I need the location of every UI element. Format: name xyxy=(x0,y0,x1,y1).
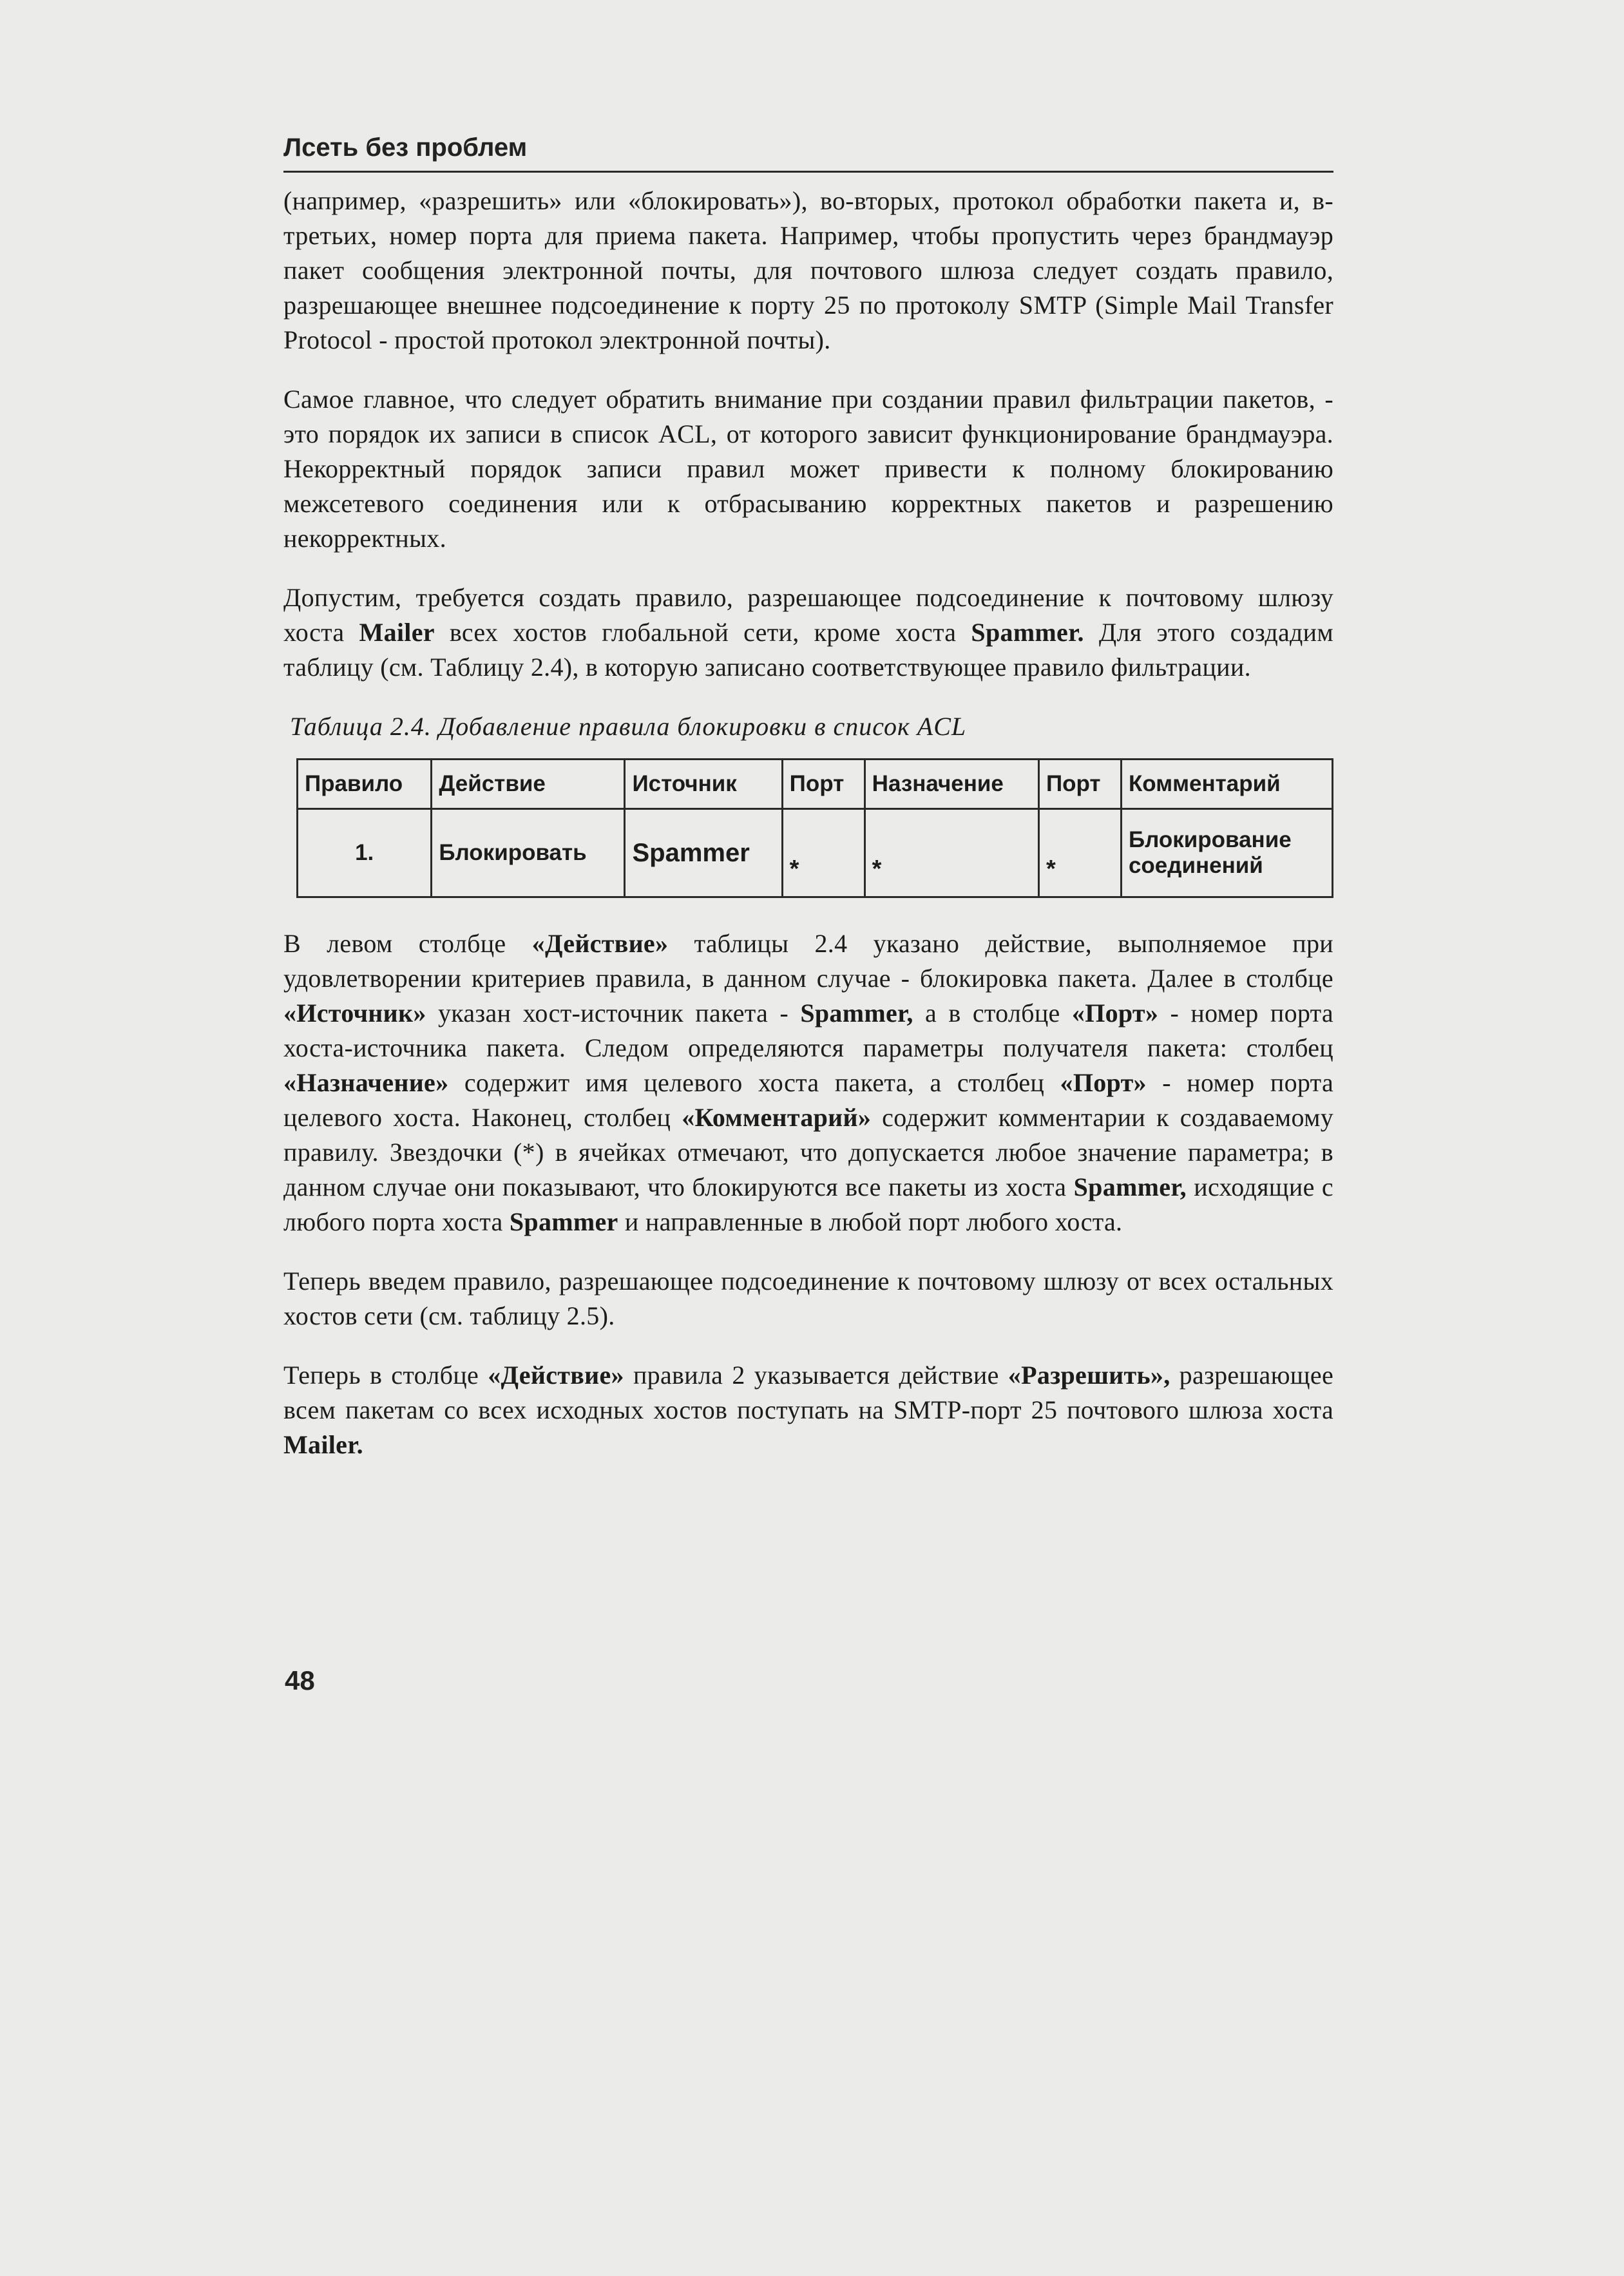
table-header-row xyxy=(298,760,1333,809)
paragraph-3: Допустим, требуется создать правило, разрешающее подсоединение к почтовому шлюзу хоста Mailer всех хостов глобальной сети, кроме хоста Spammer. Для этого создадим таблицу (см. Таблицу 2.4), в которую записано соответствующее правило фильтрации. xyxy=(283,583,1334,682)
acl-table xyxy=(296,758,1333,898)
table-row xyxy=(298,809,1333,897)
page-header xyxy=(283,132,1333,173)
running-head-title: Лсеть без проблем xyxy=(283,133,528,162)
cell-src-port: * xyxy=(782,809,865,897)
col-header-comment: Комментарий xyxy=(1121,760,1332,809)
paragraph-6: Теперь в столбце «Действие» правила 2 указывается действие «Разрешить», разрешающее всем пакетам со всех исходных хостов поступать на SMTP-порт 25 почтового шлюза хоста Mailer. xyxy=(283,1361,1333,1459)
paragraph-2: Самое главное, что следует обратить внимание при создании правил фильтрации пакетов, - это порядок их записи в список ACL, от которого зависит функционирование брандмауэра. Некорректный порядок записи правил может привести к полному блокированию межсетевого соединения или к отбрасыванию корректных пакетов и разрешению некорректных. xyxy=(283,385,1333,553)
host-spammer: Spammer. xyxy=(971,618,1084,647)
col-header-rule: Правило xyxy=(298,760,432,809)
page-number: 48 xyxy=(285,1665,315,1696)
cell-dst-port: * xyxy=(1038,809,1121,897)
host-mailer: Mailer xyxy=(359,618,435,647)
page-body xyxy=(283,184,1333,1487)
table-caption: Таблица 2.4. Добавление правила блокировки в список ACL xyxy=(290,712,967,741)
cell-source: Spammer xyxy=(625,809,782,897)
cell-rule: 1. xyxy=(298,809,432,897)
col-header-src-port: Порт xyxy=(782,760,865,809)
col-header-source: Источник xyxy=(625,760,782,809)
col-header-destination: Назначение xyxy=(865,760,1038,809)
cell-destination: * xyxy=(865,809,1038,897)
paragraph-5: Теперь введем правило, разрешающее подсоединение к почтовому шлюзу от всех остальных хостов сети (см. таблицу 2.5). xyxy=(283,1267,1333,1330)
col-header-action: Действие xyxy=(432,760,625,809)
paragraph-1: (например, «разрешить» или «блокировать»), во-вторых, протокол обработки пакета и, в-третьих, номер порта для приема пакета. Например, чтобы пропустить через брандмауэр пакет сообщения электронной почты, для почтового шлюза следует создать правило, разрешающее внешнее подсоединение к порту 25 по протоколу SMTP (Simple Mail Transfer Protocol - простой протокол электронной почты). xyxy=(283,186,1333,354)
col-header-dst-port: Порт xyxy=(1038,760,1121,809)
cell-comment: Блокирование соединений xyxy=(1121,809,1332,897)
paragraph-4: В левом столбце «Действие» таблицы 2.4 указано действие, выполняемое при удовлетворении критериев правила, в данном случае - блокировка пакета. Далее в столбце «Источник» указан хост-источник пакета - Spammer, а в столбце «Порт» - номер порта хоста-источника пакета. Следом определяются параметры получателя пакета: столбец «Назначение» содержит имя целевого хоста пакета, а столбец «Порт» - номер порта целевого хоста. Наконец, столбец «Комментарий» содержит комментарии к создаваемому правилу. Звездочки (*) в ячейках отмечают, что допускается любое значение параметра; в данном случае они показывают, что блокируются все пакеты из хоста Spammer, исходящие с любого порта хоста Spammer и направленные в любой порт любого хоста. xyxy=(283,929,1333,1236)
cell-action: Блокировать xyxy=(432,809,625,897)
